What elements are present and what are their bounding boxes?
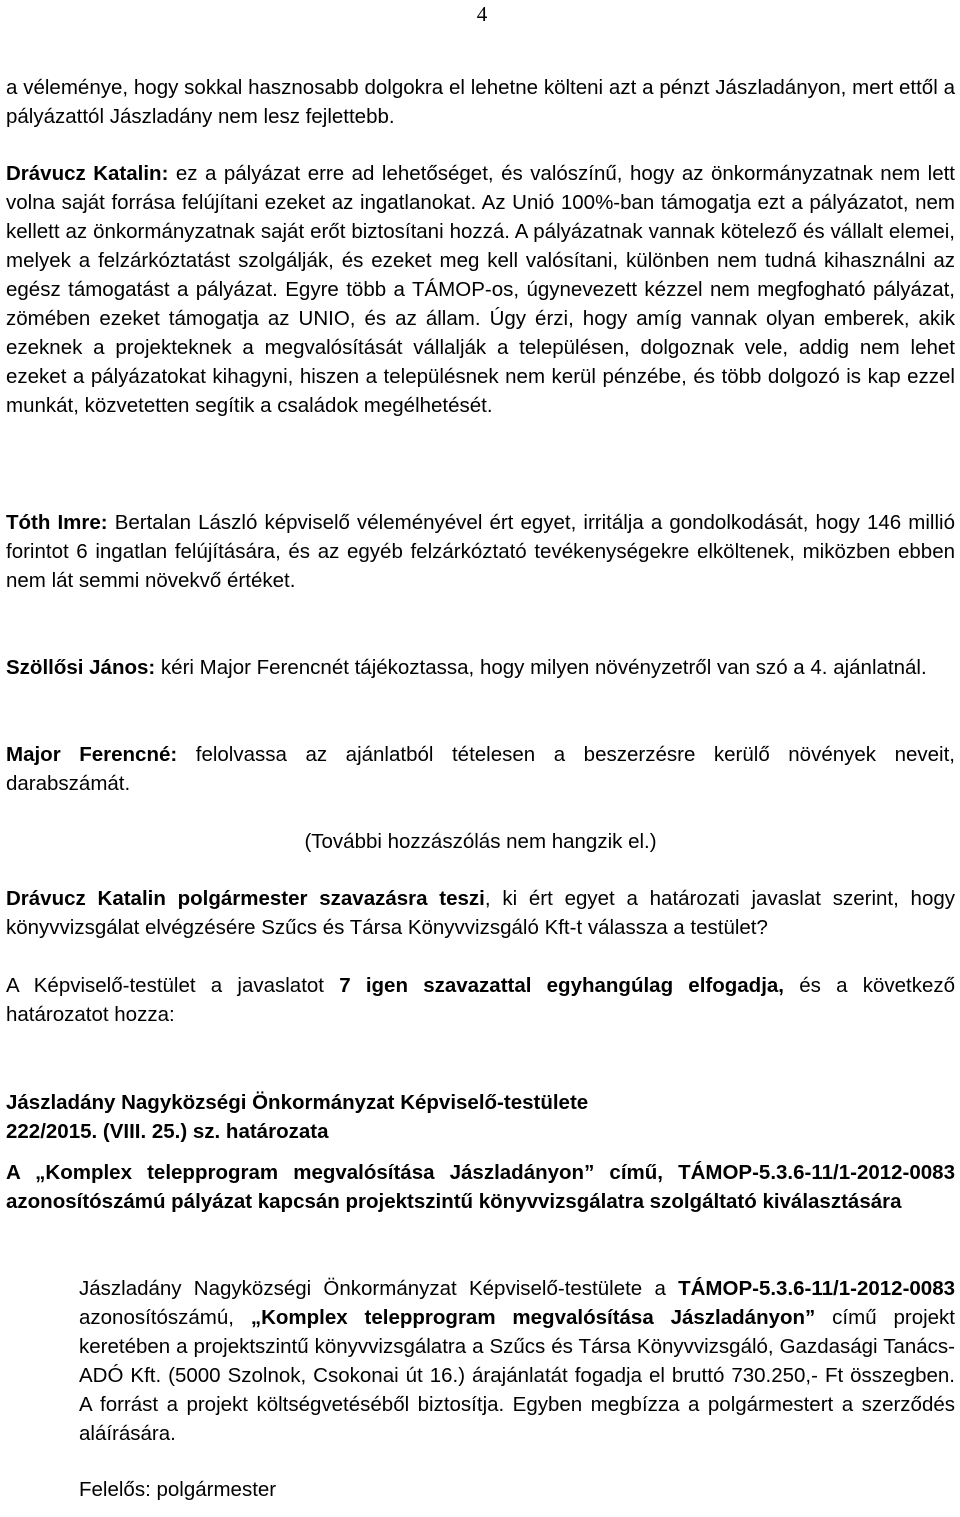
paragraph-major (6, 740, 955, 798)
resolution-text (79, 1274, 955, 1448)
vote-call-text: , ki ért egyet a határozati javaslat szerint, hogy könyvvizsgálat elvégzésére Szűcs és Társa Könyvvizsgáló Kft-t válassza a testület? (6, 887, 956, 939)
speaker-name: Drávucz Katalin: (6, 162, 169, 185)
resolution-responsible: Felelős: polgármester (79, 1478, 277, 1501)
speaker-text: Bertalan László képviselő véleményével ért egyet, irritálja a gondolkodását, hogy 146 millió forintot 6 ingatlan felújítására, és az egyéb felzárkóztató tevékenységekre elköltenek, miközben ebben nem lát semmi növekvő értéket. (6, 511, 955, 592)
speaker-name: Tóth Imre: (6, 511, 108, 534)
vote-call-bold: Drávucz Katalin polgármester szavazásra teszi (6, 887, 485, 910)
resolution-title (6, 1158, 955, 1216)
vote-result-bold: 7 igen szavazattal egyhangúlag elfogadja, (339, 974, 784, 997)
vote-result-pre: A Képviselő-testület a javaslatot (6, 974, 340, 997)
paragraph-vote-call (6, 884, 955, 942)
speaker-text: felolvassa az ajánlatból tételesen a beszerzésre kerülő növények neveit, darabszámát. (6, 743, 955, 795)
resolution-number (6, 1117, 955, 1146)
resolution-body-name (6, 1088, 955, 1117)
resolution-number-text: 222/2015. (VIII. 25.) sz. határozata (6, 1120, 329, 1143)
paragraph-vote-result (6, 971, 955, 1029)
resolution-text-part: című projekt keretében a projektszintű könyvvizsgálatra a Szűcs és Társa Könyvvizsgáló, Gazdasági Tanács-ADÓ Kft. (5000 Szolnok, Csokonai út 16.) árajánlatát fogadja el bruttó 730.250,- Ft összegben. A forrást a projekt költségvetéséből biztosítja. Egyben megbízza a polgármestert a szerződés aláírására. (79, 1306, 955, 1445)
resolution-text-part: Jászladány Nagyközségi Önkormányzat Képviselő-testülete a (79, 1277, 679, 1300)
resolution-project-title-bold: „Komplex telepprogram megvalósítása Jászladányon” (250, 1306, 816, 1329)
paragraph-dravucz (6, 159, 955, 420)
paragraph-szollosi (6, 653, 955, 682)
resolution-body-name-text: Jászladány Nagyközségi Önkormányzat Képviselő-testülete (6, 1091, 589, 1114)
speaker-text: kéri Major Ferencnét tájékoztassa, hogy milyen növényzetről van szó a 4. ajánlatnál. (155, 656, 927, 679)
vote-result-post: és a következő határozatot hozza: (6, 974, 955, 1026)
page-number: 4 (476, 2, 488, 26)
speaker-name: Szöllősi János: (6, 656, 156, 679)
resolution-id-bold: TÁMOP-5.3.6-11/1-2012-0083 (678, 1277, 955, 1300)
speaker-text: ez a pályázat erre ad lehetőséget, és valószínű, hogy az önkormányzatnak nem lett volna saját forrása felújítani ezeket az ingatlanokat. Az Unió 100%-ban támogatja ezt a pályázatot, nem kellett az önkormányzatnak saját erőt biztosítani hozzá. A pályázatnak vannak kötelező és vállalt elemei, melyek a felzárkóztatást szolgálják, és ezeket meg kell valósítani, különben nem tudná kihasználni az egész támogatást a pályázat. Egyre több a TÁMOP-os, úgynevezett kézzel nem megfogható pályázat, zömében ezeket támogatja az UNIO, és az állam. Úgy érzi, hogy amíg vannak olyan emberek, akik ezeknek a projekteknek a megvalósítását vállalják a településen, dolgoznak vele, addig nem lehet ezeket a pályázatokat kihagyni, hiszen a településnek nem kerül pénzébe, és több dolgozó is kap ezzel munkát, közvetetten segítik a családok megélhetését. (6, 162, 955, 417)
speaker-name: Major Ferencné: (6, 743, 178, 766)
paragraph-opinion-continuation: a véleménye, hogy sokkal hasznosabb dolgokra el lehetne költeni azt a pénzt Jászladányon, mert ettől a pályázattól Jászladány nem lesz fejlettebb. (6, 76, 955, 128)
resolution-text-part: azonosítószámú, (79, 1306, 251, 1329)
no-more-comments-note: (További hozzászólás nem hangzik el.) (304, 830, 657, 853)
paragraph-toth (6, 508, 955, 595)
resolution-title-text: A „Komplex telepprogram megvalósítása Jászladányon” című, TÁMOP-5.3.6-11/1-2012-0083 azonosítószámú pályázat kapcsán projektszintű könyvvizsgálatra szolgáltató kiválasztására (6, 1161, 955, 1213)
